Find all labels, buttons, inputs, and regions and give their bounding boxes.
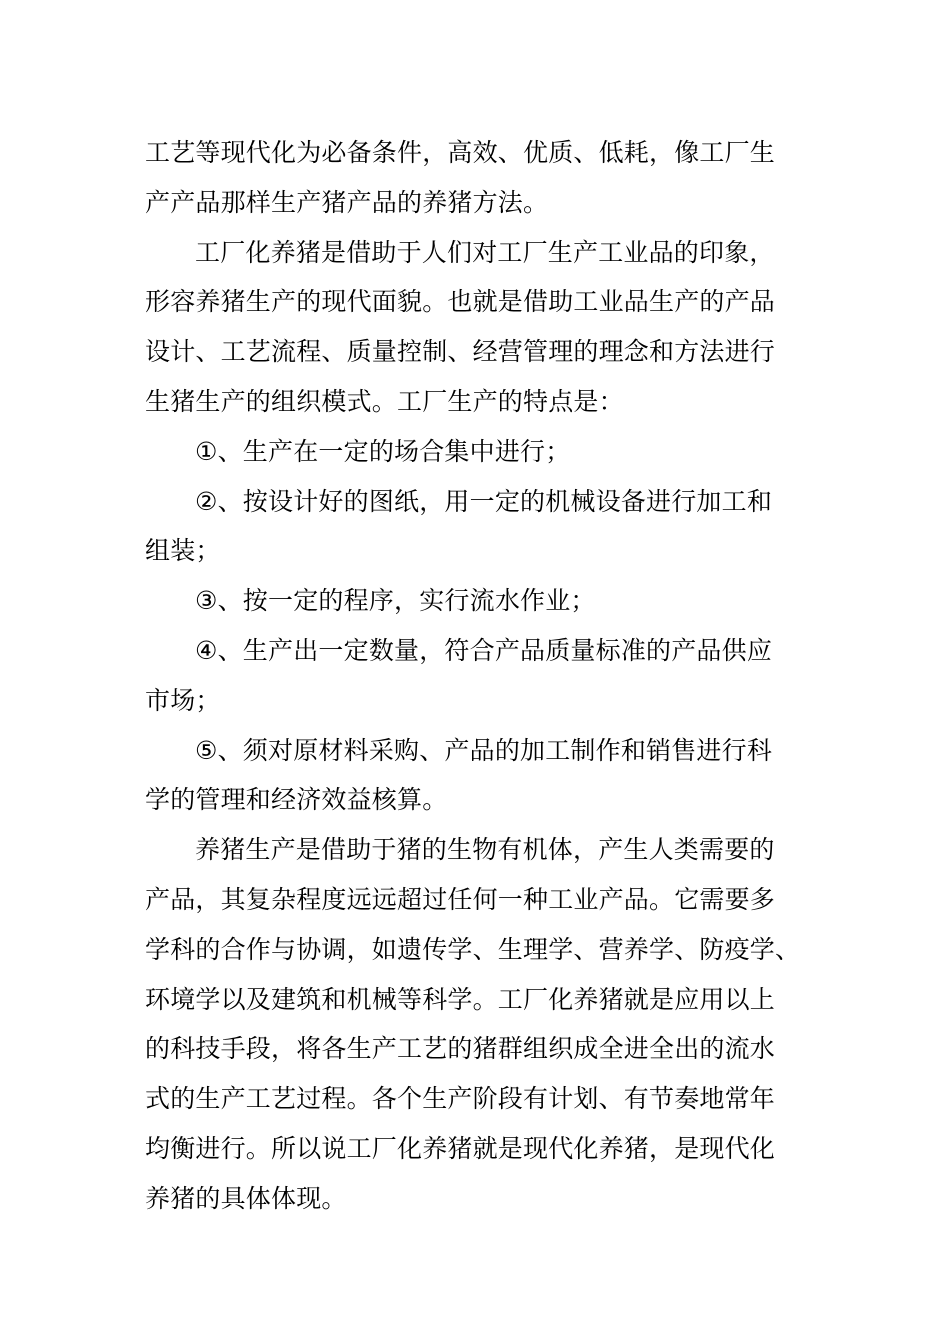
- text-line: 工厂化养猪是借助于人们对工厂生产工业品的印象，: [195, 237, 775, 267]
- text-line: 学科的合作与协调，如遗传学、生理学、营养学、防疫学、: [145, 934, 801, 964]
- text-line: 学的管理和经济效益核算。: [145, 785, 448, 815]
- list-item-3: ③、按一定的程序，实行流水作业；: [195, 586, 596, 616]
- list-item-4: ④、生产出一定数量，符合产品质量标准的产品供应: [195, 635, 773, 665]
- text-line: 产产品那样生产猪产品的养猪方法。: [145, 187, 549, 217]
- text-line: 式的生产工艺过程。各个生产阶段有计划、有节奏地常年: [145, 1084, 776, 1114]
- list-item-5: ⑤、须对原材料采购、产品的加工制作和销售进行科: [195, 735, 773, 765]
- text-line: 的科技手段，将各生产工艺的猪群组织成全进全出的流水: [145, 1034, 776, 1064]
- text-line: 养猪生产是借助于猪的生物有机体，产生人类需要的: [195, 835, 775, 865]
- text-line: 市场；: [145, 685, 221, 715]
- text-line: 设计、工艺流程、质量控制、经营管理的理念和方法进行: [145, 337, 776, 367]
- list-item-1: ①、生产在一定的场合集中进行；: [195, 436, 571, 466]
- text-line: 产品，其复杂程度远远超过任何一种工业产品。它需要多: [145, 884, 776, 914]
- text-line: 环境学以及建筑和机械等科学。工厂化养猪就是应用以上: [145, 984, 776, 1014]
- text-line: 工艺等现代化为必备条件，高效、优质、低耗，像工厂生: [145, 138, 776, 167]
- text-line: 均衡进行。所以说工厂化养猪就是现代化养猪，是现代化: [145, 1133, 776, 1163]
- body-text: [145, 128, 805, 1224]
- text-line: 生猪生产的组织模式。工厂生产的特点是：: [145, 386, 624, 416]
- text-line: 形容养猪生产的现代面貌。也就是借助工业品生产的产品: [145, 287, 776, 317]
- text-line: 组装；: [145, 536, 221, 566]
- text-line: 养猪的具体体现。: [145, 1183, 347, 1213]
- list-item-2: ②、按设计好的图纸，用一定的机械设备进行加工和: [195, 486, 773, 516]
